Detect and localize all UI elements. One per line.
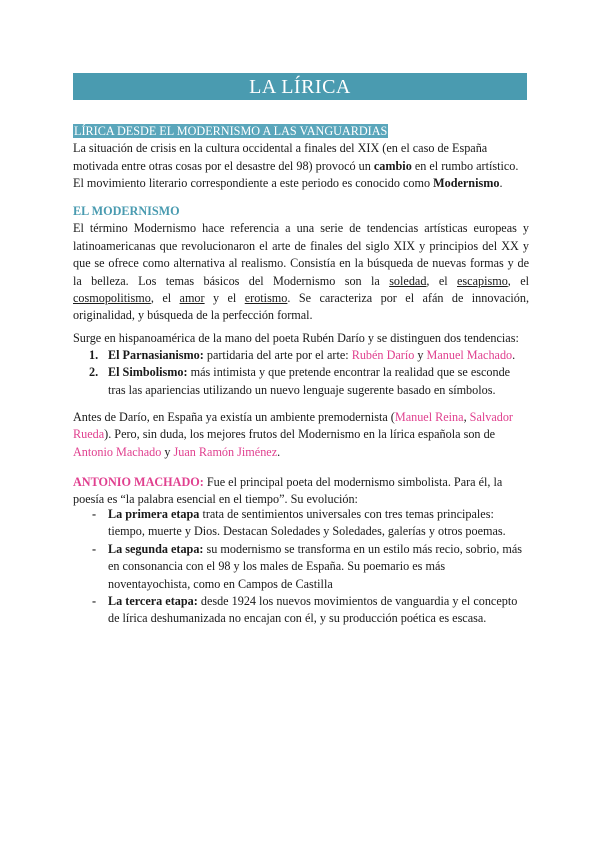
list-item — [73, 364, 529, 399]
modernismo-text-4: , el — [150, 291, 180, 306]
author-name: Manuel Reina — [394, 410, 464, 424]
list-item — [73, 347, 529, 364]
tema-escapismo: escapismo — [457, 273, 508, 288]
intro-heading — [73, 123, 529, 140]
page-title: LA LÍRICA — [73, 73, 527, 100]
machado-name: ANTONIO MACHADO: — [73, 475, 204, 489]
tema-erotismo: erotismo — [244, 291, 288, 306]
etapa-label: La primera etapa — [108, 507, 200, 521]
antes-text-3: ). Pero, sin duda, los mejores frutos del Modernismo en la lírica española son de — [104, 427, 496, 442]
list-number: 1. — [89, 348, 99, 362]
antes-text-1: Antes de Darío, en España ya existía un ambiente premodernista ( — [73, 410, 395, 424]
intro-text-3: . — [499, 176, 503, 191]
intro-paragraph — [73, 140, 529, 192]
list-item — [73, 506, 529, 541]
etapa-text: su modernismo se transforma en un estilo más recio, sobrio, más en consonancia con el 98 y los males de España. Su poemario es más noventayochista, como en Campos de Castilla — [108, 541, 522, 591]
list-number: 2. — [89, 365, 99, 380]
intro-bold-cambio: cambio — [373, 158, 412, 173]
connector-text: y — [414, 348, 427, 362]
tema-amor: amor — [179, 291, 205, 306]
etapa-text: desde 1924 los nuevos movimientos de vanguardia y el concepto de lírica deshumanizada no encajan con él, y su producción poética es escasa. — [108, 594, 518, 626]
author-name: Antonio Machado — [73, 444, 162, 459]
tema-soledad: soledad — [389, 273, 427, 288]
author-name: Juan Ramón Jiménez — [173, 444, 278, 459]
modernismo-section — [73, 203, 529, 325]
etapa-label: La segunda etapa: — [108, 541, 204, 556]
modernismo-heading: EL MODERNISMO — [73, 204, 180, 218]
intro-bold-modernismo: Modernismo — [433, 176, 500, 191]
modernismo-text-3: , el — [507, 273, 530, 288]
tendencia-label: El Simbolismo: — [108, 365, 188, 380]
machado-text: Fue el principal poeta del modernismo simbolista. Para él, la poesía es “la palabra esencial en el tiempo”. Su evolución: — [73, 475, 503, 507]
modernismo-paragraph — [73, 220, 529, 324]
author-name: Manuel Machado — [426, 348, 513, 362]
list-item — [73, 593, 529, 628]
modernismo-text-5: y el — [204, 291, 245, 306]
modernismo-text-2: , el — [426, 273, 458, 288]
etapas-list — [73, 506, 529, 628]
antes-text-2: , — [463, 410, 470, 424]
intro-text-2: en el rumbo artístico. El movimiento literario correspondiente a este periodo es conocido como — [73, 158, 519, 191]
list-dash: - — [92, 541, 97, 556]
list-item — [73, 541, 529, 593]
etapa-text: trata de sentimientos universales con tres temas principales: tiempo, muerte y Dios. Destacan Soledades y Soledades, galerías y otros poemas. — [108, 507, 506, 539]
machado-paragraph — [73, 474, 529, 509]
end-text: . — [512, 348, 516, 362]
tema-cosmopolitismo: cosmopolitismo — [73, 291, 151, 306]
intro-heading-text: LÍRICA DESDE EL MODERNISMO A LAS VANGUARDIAS — [74, 124, 388, 138]
antes-text-4: y — [161, 444, 174, 459]
tendencias-list — [73, 347, 529, 399]
antes-text-5: . — [277, 444, 281, 459]
modernismo-text-1: El término Modernismo hace referencia a una serie de tendencias artísticas europeas y latinoamericanas que revolucionaron el arte de finales del siglo XIX y principios del XX y que se ofrece como alternativa al realismo. Consistía en la búsqueda de nuevas formas y de la belleza. Los temas básicos del Modernismo son la — [73, 221, 529, 288]
etapa-label: La tercera etapa: — [108, 594, 198, 609]
intro-section — [73, 123, 529, 193]
tendencia-text: más intimista y que pretende encontrar la realidad que se esconde tras las apariencias utilizando un nuevo lenguaje sugerente basado en símbolos. — [108, 365, 511, 397]
tendencia-text: partidaria del arte por el arte: — [203, 348, 352, 362]
tendencias-intro: Surge en hispanoamérica de la mano del poeta Rubén Darío y se distinguen dos tendencias: — [73, 331, 519, 345]
list-dash: - — [92, 507, 97, 521]
author-name: Salvador Rueda — [73, 410, 513, 442]
intro-text-1: La situación de crisis en la cultura occidental a finales del XIX (en el caso de España motivada entre otras cosas por el desastre del 98) provocó un — [73, 141, 488, 173]
antes-paragraph — [73, 409, 529, 461]
tendencia-label: El Parnasianismo: — [108, 348, 204, 362]
author-name: Rubén Darío — [351, 348, 415, 362]
list-dash: - — [92, 594, 97, 609]
modernismo-text-6: . Se caracteriza por el afán de innovación, originalidad, y búsqueda de la perfección formal. — [73, 291, 529, 323]
